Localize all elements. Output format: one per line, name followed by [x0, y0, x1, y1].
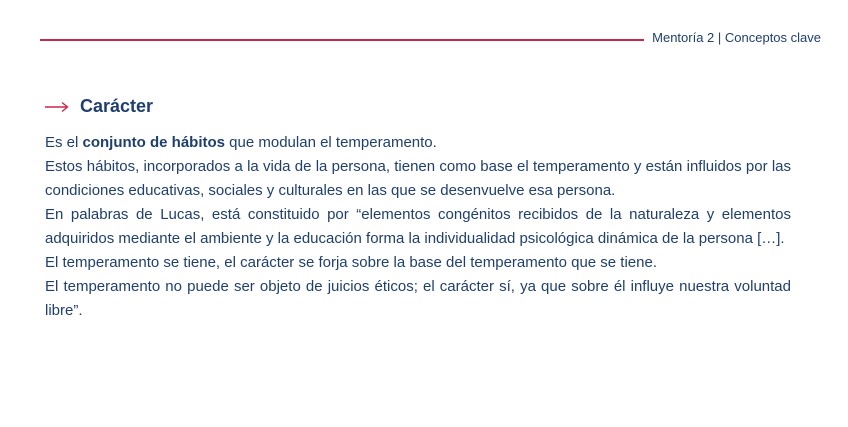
paragraph-1	[45, 131, 791, 155]
paragraph-4: El temperamento se tiene, el carácter se forja sobre la base del temperamento que se tiene.	[45, 254, 658, 271]
paragraph-5: El temperamento no puede ser objeto de juicios éticos; el carácter sí, ya que sobre él influye nuestra voluntad libre”.	[45, 278, 791, 319]
arrow-right-icon	[45, 101, 69, 113]
section-heading	[45, 96, 153, 117]
paragraph-1-bold-term: conjunto de hábitos	[82, 134, 226, 151]
paragraph-3: En palabras de Lucas, está constituido por “elementos congénitos recibidos de la naturaleza y elementos adquiridos mediante el ambiente y la educación forma la individualidad psicológica dinámica de la persona […].	[45, 206, 791, 247]
paragraph-1-prefix: Es el	[45, 134, 83, 151]
header-divider-line	[40, 39, 644, 41]
paragraph-2: Estos hábitos, incorporados a la vida de la persona, tienen como base el temperamento y están influidos por las condiciones educativas, sociales y culturales en las que se desenvuelve esa persona.	[45, 158, 791, 199]
header-label: Mentoría 2 | Conceptos clave	[652, 30, 821, 45]
section-title: Carácter	[80, 96, 154, 116]
paragraph-1-suffix: que modulan el temperamento.	[225, 134, 437, 151]
body-text	[45, 131, 791, 323]
